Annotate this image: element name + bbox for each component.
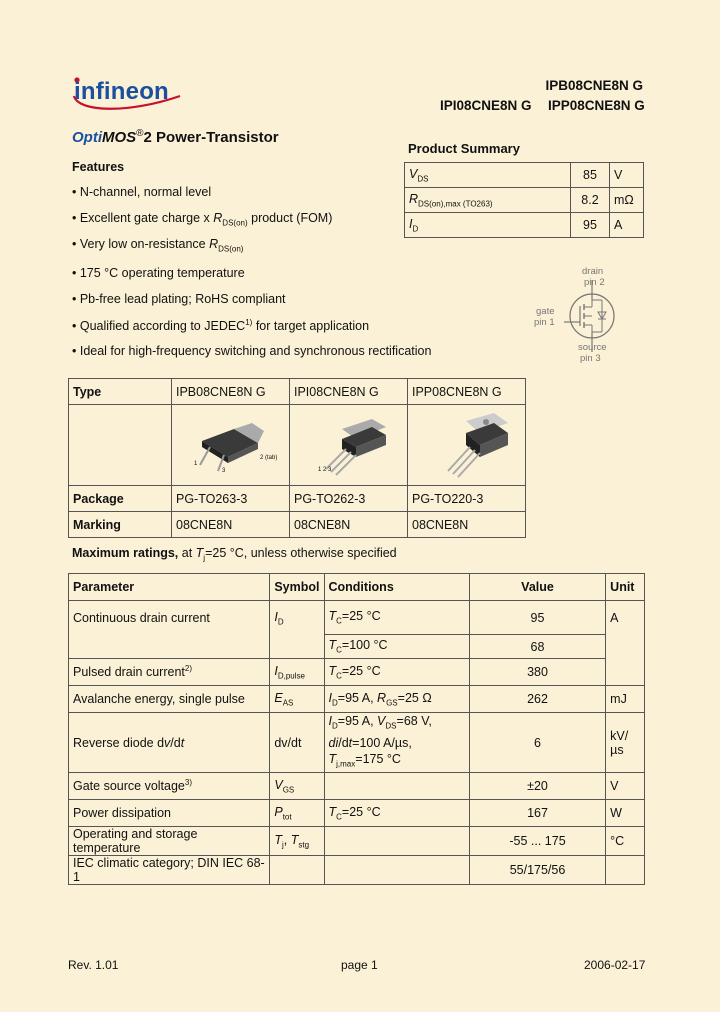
table-row: Power dissipation $P_{tot}$ $T_C=25$ °C 167 W xyxy=(69,800,645,827)
table-row: Continuous drain current $I_D$ $T_C=25$ °C 95 A xyxy=(69,601,645,635)
package-table xyxy=(68,378,526,538)
to220-package-icon xyxy=(412,405,521,485)
table-row: Operating and storage temperature $T_j$, $T_{stg}$ -55 ... 175 °C xyxy=(69,827,645,856)
summary-row: $V_{DS}$ 85 V xyxy=(405,163,644,188)
logo-text: infineon xyxy=(74,78,169,105)
source-label: source xyxy=(578,342,607,353)
type-cell: IPB08CNE8N G xyxy=(172,379,290,405)
type-label: Type xyxy=(69,379,172,405)
marking-cell: 08CNE8N xyxy=(172,512,290,538)
max-ratings-table xyxy=(68,573,645,885)
package-cell: PG-TO220-3 xyxy=(408,486,526,512)
feature-item: • Pb-free lead plating; RoHS compliant xyxy=(72,292,286,306)
product-summary-table xyxy=(404,162,644,238)
feature-item: • Ideal for high-frequency switching and synchronous rectification xyxy=(72,344,432,358)
table-header-row: Parameter Symbol Conditions Value Unit xyxy=(69,574,645,601)
part-number-ipi: IPI08CNE8N G xyxy=(440,98,532,113)
to262-package-icon xyxy=(294,405,403,485)
gate-pin-label: pin 1 xyxy=(534,317,555,328)
mosfet-symbol xyxy=(530,266,640,366)
type-cell: IPI08CNE8N G xyxy=(290,379,408,405)
infineon-logo xyxy=(68,72,186,112)
marking-cell: 08CNE8N xyxy=(290,512,408,538)
type-cell: IPP08CNE8N G xyxy=(408,379,526,405)
package-cell: PG-TO262-3 xyxy=(290,486,408,512)
max-ratings-heading: Maximum ratings, at $T_j=25$ °C, unless otherwise specified xyxy=(72,546,397,563)
table-row: Pulsed drain current$^{2)}$ $I_{D,pulse}$ $T_C=25$ °C 380 xyxy=(69,659,645,686)
feature-item: • Very low on-resistance $R_{DS(on)}$ xyxy=(72,237,244,254)
marking-cell: 08CNE8N xyxy=(408,512,526,538)
to220-package-image xyxy=(408,405,526,486)
document-title: OptiMOS®2 Power-Transistor xyxy=(72,128,279,146)
to263-package-image: 1 2 (tab) 3 xyxy=(172,405,290,486)
part-number-ipp: IPP08CNE8N G xyxy=(548,98,645,113)
feature-item: • 175 °C operating temperature xyxy=(72,266,245,280)
package-label: Package xyxy=(69,486,172,512)
to263-package-icon xyxy=(176,405,285,485)
package-cell: PG-TO263-3 xyxy=(172,486,290,512)
table-row: $T_C=100$ °C 68 xyxy=(69,635,645,659)
table-row: Avalanche energy, single pulse $E_{AS}$ $I_D=95$ A, $R_{GS}=25$ Ω 262 mJ xyxy=(69,686,645,713)
gate-label: gate xyxy=(536,306,555,317)
marking-label: Marking xyxy=(69,512,172,538)
table-row: IEC climatic category; DIN IEC 68-1 55/175/56 xyxy=(69,856,645,885)
drain-pin-label: pin 2 xyxy=(584,277,605,288)
feature-item: • Qualified according to JEDEC$^{1)}$ for target application xyxy=(72,318,370,334)
footer-revision: Rev. 1.01 xyxy=(68,958,119,972)
feature-item: • Excellent gate charge x $R_{DS(on)}$ product (FOM) xyxy=(72,211,333,228)
summary-row: $I_D$ 95 A xyxy=(405,213,644,238)
product-summary-title: Product Summary xyxy=(408,141,520,156)
table-row: Gate source voltage$^{3)}$ $V_{GS}$ ±20 V xyxy=(69,773,645,800)
footer-date: 2006-02-17 xyxy=(584,958,646,972)
to262-package-image: 1 2 3 xyxy=(290,405,408,486)
source-pin-label: pin 3 xyxy=(580,353,601,364)
table-row: Reverse diode dv/dt dv/dt $I_D=95$ A, $V_{DS}=68$ V, di/dt=100 A/µs, $T_{j,max}=175$ °C 6 kV/µs xyxy=(69,713,645,773)
features-heading: Features xyxy=(72,160,125,174)
footer-page: page 1 xyxy=(341,958,378,972)
part-number-ipb: IPB08CNE8N G xyxy=(545,78,643,93)
summary-row: $R_{DS(on),max (TO263)}$ 8.2 mΩ xyxy=(405,188,644,213)
feature-item: • N-channel, normal level xyxy=(72,185,212,199)
drain-label: drain xyxy=(582,266,604,277)
